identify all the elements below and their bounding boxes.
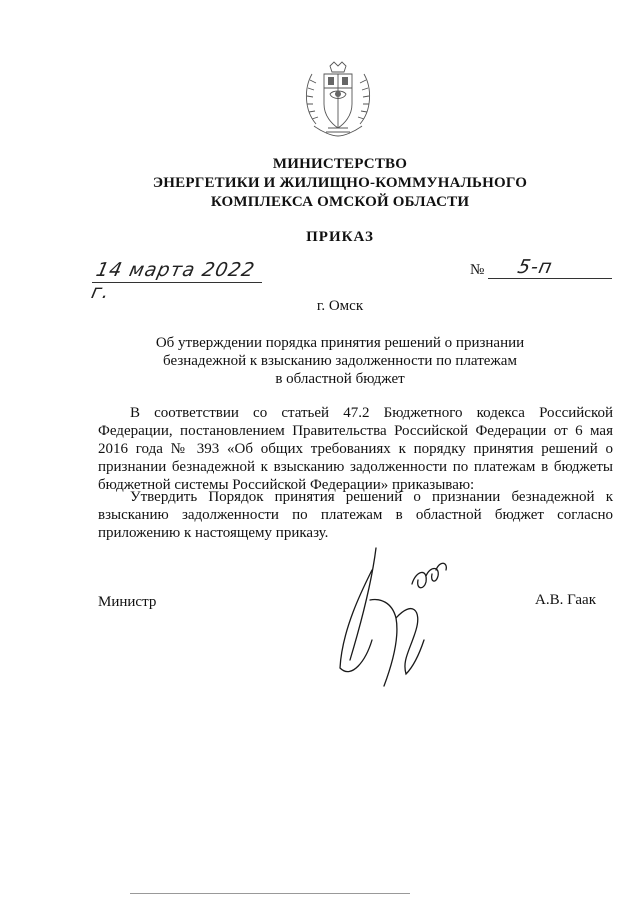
org-name-line-2: ЭНЕРГЕТИКИ И ЖИЛИЩНО-КОММУНАЛЬНОГО — [152, 175, 528, 191]
city-line: г. Омск — [316, 298, 364, 314]
order-number-field — [488, 256, 612, 284]
subject-line-2: безнадежной к взысканию задолженности по платежам — [163, 353, 517, 369]
order-date-field — [89, 258, 262, 303]
signer-name: А.В. Гаак — [535, 592, 596, 608]
number-underline — [488, 278, 612, 279]
order-number-handwritten: 5-п — [515, 256, 555, 278]
preamble-line-4: признании безнадежной к взысканию задолженности по платежам в бюджеты — [98, 459, 613, 475]
preamble-line-1: В соответствии со статьей 47.2 Бюджетного кодекса Российской — [130, 405, 613, 421]
order-line-2: взысканию задолженности по платежам в областной бюджет согласно — [98, 507, 613, 523]
subject-line-3: в областной бюджет — [275, 371, 405, 387]
scan-artifact-line — [130, 893, 410, 894]
signer-role: Министр — [98, 594, 157, 610]
org-name-line-1: МИНИСТЕРСТВО — [272, 156, 408, 172]
date-underline — [92, 282, 262, 283]
coat-of-arms-icon — [300, 58, 376, 140]
subject-line-1: Об утверждении порядка принятия решений о признании — [155, 335, 525, 351]
order-subject — [120, 334, 560, 388]
org-name-line-3: КОМПЛЕКСА ОМСКОЙ ОБЛАСТИ — [210, 194, 470, 210]
order-line-1: Утвердить Порядок принятия решений о признании безнадежной к — [130, 489, 613, 505]
preamble-line-2: Федерации, постановлением Правительства Российской Федерации от 6 мая — [98, 423, 613, 439]
preamble-paragraph — [98, 404, 613, 494]
preamble-line-3: 2016 года № 393 «Об общих требованиях к порядку принятия решений о — [98, 441, 613, 457]
order-number-label: № — [470, 262, 485, 278]
order-line-3: приложению к настоящему приказу. — [98, 525, 329, 541]
preamble-line-5: бюджетной системы Российской Федерации» приказываю: — [98, 477, 475, 493]
order-date-handwritten: 14 марта 2022 г. — [89, 259, 258, 303]
document-title: ПРИКАЗ — [306, 229, 374, 245]
order-paragraph — [98, 488, 613, 542]
handwritten-signature-icon — [332, 540, 452, 690]
